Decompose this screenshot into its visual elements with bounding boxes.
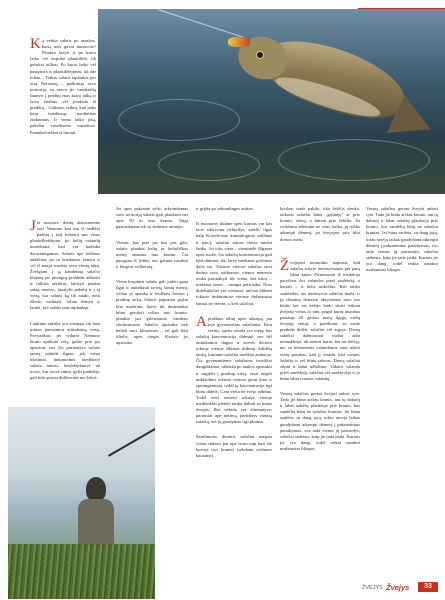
reeds <box>8 544 155 599</box>
paragraph: Vienas, kur prie jus bus pas gilu, salatis plaukia kelių ar kelioliškos metrų atstumu nuo kranto. Čia patogiau iš lydėti, nes galima naudoti ir lengvar volkeriuą. <box>116 239 188 269</box>
angler-photo <box>8 407 155 599</box>
paragraph: ą veikia salatis po ataakos, kurią mes gavai masavote? Plaukia kolyn ir po kurio laiko vėl atsprūai plaukiltelt, tik gerokai tolliau. Po kurio laiko vėl pasigirsta is plaukdelejimas, tik dar toliau... Taikas salatis taplaukis per visą Neimanų – pažkimąs savo teritoriją, sa arava jis vandenilią šaunyn į pradinį mas kratu talką ir laiva bažinis vėl pradeda iš pradžių... Galimas, taikrų, kad jiaks kaip tvankimąs medintiais ištikninais. Ir viena laiko jiką, pakeltai vasodiseno ronsėtuve. Panaikal-aiškai iš ituotai. <box>30 38 96 135</box>
article-column-2 <box>116 200 188 410</box>
footer-magazine-label: ŽVEJYS <box>362 585 383 591</box>
paragraph: vejojant nesantiku naprasti, kad salačių srityje intensyvumas per parą labai kinta. Pirmiausiai iš medžioja paryčiais dvi valandos prieš saulėtekį, o kartais – ir kelis miksčius. Kiti atrūsi saulėtekis, tas intensyvus salačiai maža, ir jų išmainą išdarytu aktyvumas nors tuo būdu, bet tas kėlėjo laido skirti teikiau žvejotų vietas (a tam, pagal kurių atstobus pastaręs 20 geriau matų ilgųjų viešų žvejojų vietų), o paieškant, su saule pradeda didėti, salačiai vėl atgyja. Dieną salačiai dažniausiai mažai arba nemedžioja, tik nenori kartu, bet tas kėlėją, nei su kelionėmis valandomis tatai užeiti vietų pasakas, kad jį visada, kad vienas. Salačių ir vėl būna sašaras. Dieną salačiai silpni ir labai užšalimo. Vakaro valanda prieš saulėlydį, salačiai vėl suaktyvėja ir jo būna labai tvaraus valandų. <box>280 260 360 381</box>
paragraph: Vasarą salačius geriau žvejoti anksti ryte. Tada jie būna arčiau kranto, ant tų dabartį ir labai salačių plaukioja prie kranto, kur sandėlių būtų ne salačiui krantas. Jei būna saulėta, su daug jojų, tokiu atveju laikas gaudydami atkreipti dėmesį į pakrantinius pataikymus, vos tada vienas jų pasirodys, salačiai stebėsis, kaip jie tada jauki. Kartais jie yra daug, todėl reikia naudoti mažiausias blizges. <box>366 206 438 273</box>
article-column-1 <box>30 214 100 404</box>
article-column-5 <box>366 200 438 578</box>
water-ripple <box>158 149 260 181</box>
page-number: 33 <box>418 582 438 592</box>
dropcap: A <box>196 313 207 330</box>
footer-brand: Žvejys <box>386 583 410 592</box>
paragraph: Laukimo taktika yra teisinga, tik šam mūsas paoisimiui atitinkamą vietą. Pavyzdžiui, jei vidurio Nemuno žiurio aptikotė vėią, galite prie jos apsistoti, nes čia pasitaukys salatis tamrą pabidit ilgiau, jek viena tikritmai, tinkamomis medžiotei salatis tamisi, berželeplantys už tovos, kur srovė rimta, gylis padidėja, gali būti geriau didžiavinti net kiūvė. <box>30 320 100 381</box>
paragraph: pražlaus eilinį upės atkarpą, jau joje gyvenančius salačiams. Kitu vertus, spėtis visada yra vietų, kur salačių koncentracija didesnė, nes dėl atitinkamos dugno ir srovės derinio tokioje vietoje šilkinai didesnį išdidžią tanką, kuriame salačiai medžiai atakuoja. Čia gyvenantiems salačiams teoriškai dangišdamai, užtenka po atakos apsisukti ir sugrįžti į pradinę vietą, visai negali nuklaidinti tokiose vietose gerai žino ir spiningautojai, todėl jų koncentracija irgi būna didelė. Gera vieta ne tvejo nebūna. Todėl nevi neeesti tokioje vietoje medžioklės plėtele terika dalinti su kitais žvejais. Bet vėžada yra alternatyva: paraustai upe nėrimą, parinktys vientią salačių, net jų gaudymas irgi įdomus. <box>196 315 272 425</box>
water-ripple <box>278 139 430 181</box>
fishing-rod <box>108 420 155 456</box>
lure-icon <box>228 37 250 47</box>
paragraph: krislaai saulė pakilo, tiko šešėlis slenka, taikasis salačiai būna „griūtėję" ar prie kranto, vieną, o būtent prie šešėlio. Sa veikšimu sebėtami ne vien, kalba, jų ryklis atkreipti dėmesį, jei žvejojate prie tilto dienos metu. <box>280 206 360 242</box>
dropcap: K <box>30 36 41 53</box>
article-column-4-top <box>280 200 360 252</box>
paragraph: Iš nuosavos tikūme spėti kuriais yra kas nors tiktrivinu (tiltyrdys, salelė, ilgas kalp Kortelė-nuo krantologinio seklinas ir pan.), salačiai tokias vietas mielai lanko. Jei toks vieta – vienintelė šligame upės ruože, čia salačių koncentracija gali būti didesnė, tik, bevy medianis gretimas dalis tas. Tokiose vietose salačiai tarsi derina savo sritkomas: vienos mėnesio tenka pasitaikyti tik viena, bet kitos – mažesni vieno – trumpa pertrauka. Nors didelsalačiai yra vietiniai, taičiau būkeni tokiose tinkintinose vietose dažniausiai šimtai ne vienas, o keli salačiai. <box>196 221 272 306</box>
dropcap: J <box>30 218 36 235</box>
article-column-3 <box>196 200 272 585</box>
fish-eye <box>256 51 264 59</box>
dropcap: Ž <box>280 258 290 275</box>
article-column-4 <box>280 254 360 576</box>
angler-head <box>86 477 106 501</box>
paragraph: ir grįžta po sekundinges atakos. <box>196 206 255 212</box>
paragraph: Vasarą salačius geriau žvejoti anksti ryte. Tada jie būna arčiau kranto, ant tų dabartį ir labai salačių plaukioja prie kranto, kur sandėlių būtų ne salačiui krantas. Jei būna saulėta, su daug jojų, tokiu atveju laikas gaudydami atkreipti dėmesį į pakrantinius pataikymus, vos tada vienas jų pasirodys, salačiai stebėsis, kaip jie tada jauki. Kartais jie yra daug, todėl reikia naudoti mažiausias blizges. <box>280 391 360 451</box>
fish-photo <box>98 9 445 194</box>
fishing-line <box>158 9 244 38</box>
water-ripple <box>118 99 240 141</box>
paragraph: Sarelimotis direntis salačiai mėgsta vietas dažnos pat upe istrio taip kuri šie buvoja trys krantai (sekdami sėdinėse kautame). <box>196 434 272 458</box>
paragraph: ei nuosavo dienų atsisiunteme savi Nemuno kaa mu iš nedlkej padėjų į tulį trebettų nas visus plaukiškeištijom, po kelių valandų nuotekima, kad yra kažiaka daostemigames. Salatis upe kelbaus ankščiau, po to leisdamas žemyn ir vėl iš naujo tvaukia savo elestų takų. Žvelgiant į ją kandėtinę salačio klajonę po įmongtų praldeda aiškesti ir fulklos taktikas: lakstyti paukai salatį nererto, fazalylti pakeltį ir į tą vietą, kur salatis ką tik nauki, netu išledo, vadinasi, toliau žemyn ir laukti, kol salatis pats atplaukęs. <box>30 220 100 311</box>
angler-body <box>78 499 114 547</box>
paragraph: Jei upės pakrantė selsi, atkrimdamas savo teritoriją salatis gali plaukioti net apie 50 m nuo kranto. Taigi pasirinktume tik su sinkeme artinėje. <box>116 206 188 230</box>
paragraph: Viena kryptimi salatis gali judėti gana ilgai ir nukeliauti keletą šimtų metrų, vėliau jo apsuka ir leidžiasi žemyn į pradinę taiką. Salatis paprastai grįžta kita maršrutu, kurio tik desimtukai būna geroka) toliau nuo kranto, plaukia jau gilesniuose vandens sluoksniuose. Salačio apsisuka tiek beliek nors klimetrais – tai gali būti tiltelis, upės vingis. Kartais jis apsisuka <box>116 279 188 346</box>
article-intro <box>30 32 96 210</box>
